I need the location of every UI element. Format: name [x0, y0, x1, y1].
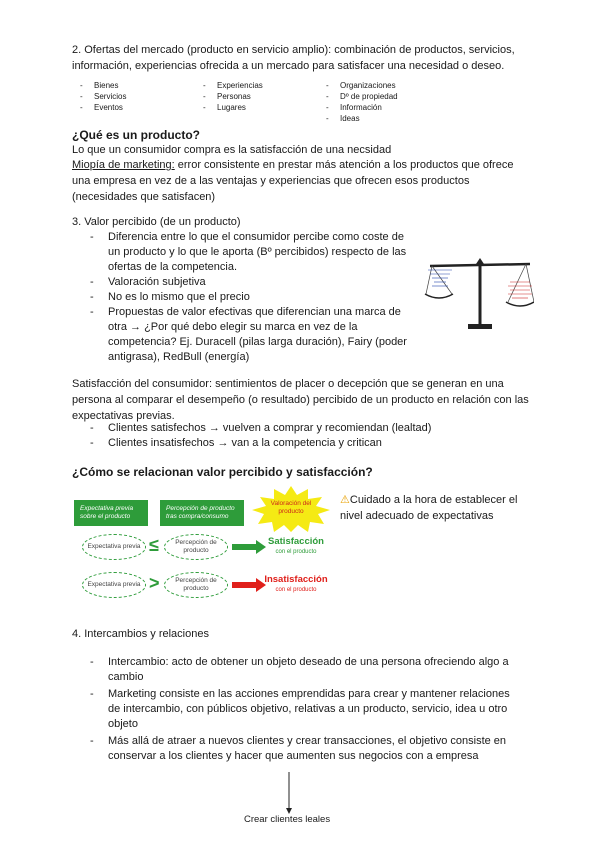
list-item: - Personas — [203, 91, 326, 102]
valor-list — [90, 230, 418, 365]
insatisfaccion-sub: con el producto — [275, 587, 317, 593]
miopia-paragraph — [72, 157, 532, 205]
section2-text: 2. Ofertas del mercado (producto en servicio amplio): combinación de productos, servicios, información, experiencias ofrecida a un mercado para satisfacer una necesidad o deseo. — [72, 44, 515, 72]
offer-types-list — [80, 80, 449, 124]
miopia-text: error consistente en prestar más atención a los productos que ofrece una empresa en vez de a las ventajas y experiencias que ofrecen esos productos (necesidades que satisfacen) — [72, 159, 514, 203]
list-item: - Intercambio: acto de obtener un objeto deseado de una persona ofreciendo algo a cambio — [90, 655, 514, 685]
warning-text: Cuidado a la hora de establecer el nivel adecuado de expectativas — [340, 494, 518, 522]
list-item: - Experiencias — [203, 80, 326, 91]
list-item: - Diferencia entre lo que el consumidor percibe como coste de un producto y lo que le aporta (Bº percibidos) respecto de las ofertas de la competencia. — [90, 230, 408, 275]
list-item: - Clientes insatisfechos → van a la competencia y critican — [90, 436, 490, 451]
list-item: - Lugares — [203, 102, 326, 113]
balance-scale-icon — [422, 252, 534, 336]
satisfaccion-list — [90, 421, 490, 451]
section3-title: 3. Valor percibido (de un producto) — [72, 216, 241, 228]
offer-col-2 — [203, 80, 326, 124]
offer-col-3 — [326, 80, 449, 124]
list-item: - Dº de propiedad — [326, 91, 449, 102]
insatisfaccion-result: Insatisfacción — [264, 574, 328, 585]
arrow-right-icon — [232, 578, 266, 592]
expectativa-box: Expectativa previa sobre el producto — [74, 500, 148, 526]
producto-definition: Lo que un consumidor compra es la satisfacción de una necsidad — [72, 144, 392, 156]
percepcion-oval: Percepción de producto — [164, 534, 228, 560]
arrow-down-icon — [284, 772, 294, 816]
percepcion-oval: Percepción de producto — [164, 572, 228, 598]
expectativa-oval: Expectativa previa — [82, 534, 146, 560]
list-item: - Más allá de atraer a nuevos clientes y crear transacciones, el objetivo consiste en conservar a los clientes y hacer que aumenten sus negocios con a empresa — [90, 734, 514, 764]
list-item: - Eventos — [80, 102, 203, 113]
miopia-label: Miopía de marketing: — [72, 159, 175, 171]
burst-label: Valoración del producto — [270, 500, 312, 515]
list-item: - No es lo mismo que el precio — [90, 290, 418, 305]
list-item: - Servicios — [80, 91, 203, 102]
list-item: - Ideas — [326, 113, 449, 124]
less-equal-symbol: ≤ — [149, 535, 159, 555]
satisfaccion-sub: con el producto — [275, 549, 317, 555]
list-item: - Clientes satisfechos → vuelven a comprar y recomiendan (lealtad) — [90, 421, 490, 436]
relacion-heading: ¿Cómo se relacionan valor percibido y satisfacción? — [72, 465, 373, 479]
arrow-right-icon — [232, 540, 266, 554]
expectativa-oval: Expectativa previa — [82, 572, 146, 598]
greater-than-symbol: > — [149, 573, 160, 593]
list-item: - Organizaciones — [326, 80, 449, 91]
list-item: - Bienes — [80, 80, 203, 91]
section4-title: 4. Intercambios y relaciones — [72, 628, 209, 640]
footer-label: Crear clientes leales — [244, 814, 331, 825]
list-item: - Propuestas de valor efectivas que diferencian una marca de otra → ¿Por qué debo elegir su marca en vez de la competencia? Ej. Duracell (pilas larga duración), Fairy (poder antigrasa), RedBull (energía) — [90, 305, 418, 365]
percepcion-box: Percepción de producto tras compra/consumo — [160, 500, 244, 526]
producto-heading: ¿Qué es un producto? — [72, 128, 200, 142]
offer-col-1 — [80, 80, 203, 124]
list-item: - Valoración subjetiva — [90, 275, 418, 290]
satisfaccion-result: Satisfacción — [268, 536, 324, 547]
intercambio-list — [90, 655, 514, 764]
warning-icon: ⚠ — [340, 494, 350, 506]
list-item: - Información — [326, 102, 449, 113]
warning-note — [340, 492, 530, 524]
satisfaccion-text: Satisfacción del consumidor: sentimientos de placer o decepción que se generan en una persona al comparar el desempeño (o resultado) percibido de un producto en relación con las expectativas previas. — [72, 378, 529, 422]
list-item: - Marketing consiste en las acciones emprendidas para crear y mantener relaciones de intercambio, con públicos objetivo, relativas a un producto, servicio, idea u otro objeto — [90, 687, 514, 732]
